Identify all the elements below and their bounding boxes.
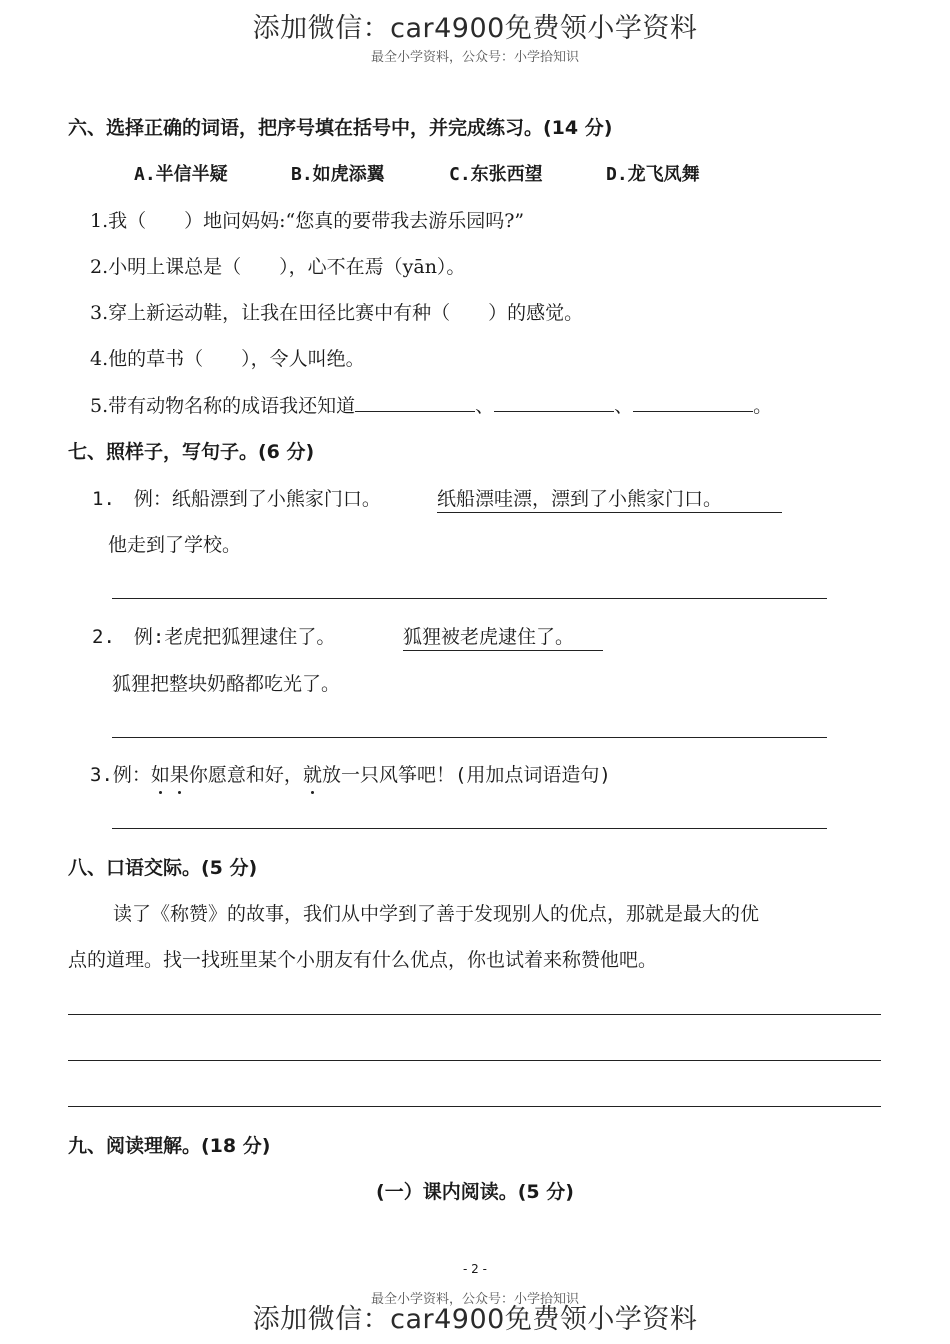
- answer-line[interactable]: [112, 598, 827, 599]
- answer-blank-3[interactable]: [633, 393, 753, 412]
- option-a: A.半信半疑: [134, 164, 228, 185]
- watermark-bottom-sub: 最全小学资料，公众号：小学拾知识: [370, 1292, 579, 1307]
- example-3-text: 你愿意和好，: [188, 764, 303, 786]
- question-6-1: 1.我（ ）地问妈妈:“您真的要带我去游乐园吗?”: [90, 210, 525, 232]
- end-mark: 。: [753, 395, 773, 417]
- example-3-text: 放一只风筝吧！(用加点词语造句): [321, 764, 611, 786]
- answer-line[interactable]: [68, 1014, 881, 1015]
- section-9-subtitle: (一）课内阅读。(5 分): [376, 1181, 574, 1203]
- question-6-5: [90, 391, 772, 418]
- answer-line[interactable]: [112, 828, 827, 829]
- page-number: - 2 -: [463, 1262, 487, 1276]
- answer-line[interactable]: [68, 1106, 881, 1107]
- dotted-char: 果: [170, 760, 189, 787]
- section-9-title: 九、阅读理解。(18 分): [68, 1135, 271, 1157]
- question-6-5-prefix: 5.带有动物名称的成语我还知道: [90, 395, 356, 417]
- example-1-task: 他走到了学校。: [108, 534, 242, 556]
- question-6-2: 2.小明上课总是（ ），心不在焉（yān）。: [90, 256, 466, 278]
- watermark-top: 添加微信：car4900免费领小学资料: [252, 13, 698, 44]
- example-3: [90, 760, 611, 787]
- answer-line[interactable]: [112, 737, 827, 738]
- question-6-4: 4.他的草书（ ），令人叫绝。: [90, 348, 365, 370]
- question-6-3: 3.穿上新运动鞋，让我在田径比赛中有种（ ）的感觉。: [90, 302, 584, 324]
- option-b: B.如虎添翼: [291, 164, 385, 185]
- example-2-task: 狐狸把整块奶酪都吃光了。: [112, 673, 341, 695]
- separator: 、: [475, 395, 495, 417]
- example-1-label: 1. 例：纸船漂到了小熊家门口。: [92, 488, 381, 510]
- example-1-answer: 纸船漂哇漂，漂到了小熊家门口。: [437, 484, 782, 513]
- answer-line[interactable]: [68, 1060, 881, 1061]
- dotted-char: 如: [151, 760, 170, 787]
- section-8-title: 八、口语交际。(5 分): [68, 857, 258, 879]
- watermark-top-sub: 最全小学资料，公众号：小学拾知识: [370, 50, 579, 65]
- section-8-paragraph-line-2: 点的道理。找一找班里某个小朋友有什么优点，你也试着来称赞他吧。: [68, 949, 658, 971]
- option-c: C.东张西望: [449, 164, 543, 185]
- option-d: D.龙飞凤舞: [606, 164, 700, 185]
- example-2-label: 2. 例:老虎把狐狸逮住了。: [92, 626, 336, 648]
- section-7-title: 七、照样子，写句子。(6 分): [68, 441, 315, 463]
- example-3-label: 3.例：: [90, 764, 151, 786]
- dotted-char: 就: [303, 760, 322, 787]
- answer-blank-1[interactable]: [355, 393, 475, 412]
- watermark-bottom: 添加微信：car4900免费领小学资料: [252, 1304, 698, 1335]
- section-8-paragraph-line-1: 读了《称赞》的故事，我们从中学到了善于发现别人的优点，那就是最大的优: [113, 903, 760, 925]
- example-2-answer: 狐狸被老虎逮住了。: [403, 622, 603, 651]
- answer-blank-2[interactable]: [494, 393, 614, 412]
- separator: 、: [614, 395, 634, 417]
- section-6-title: 六、选择正确的词语，把序号填在括号中，并完成练习。(14 分): [68, 117, 613, 139]
